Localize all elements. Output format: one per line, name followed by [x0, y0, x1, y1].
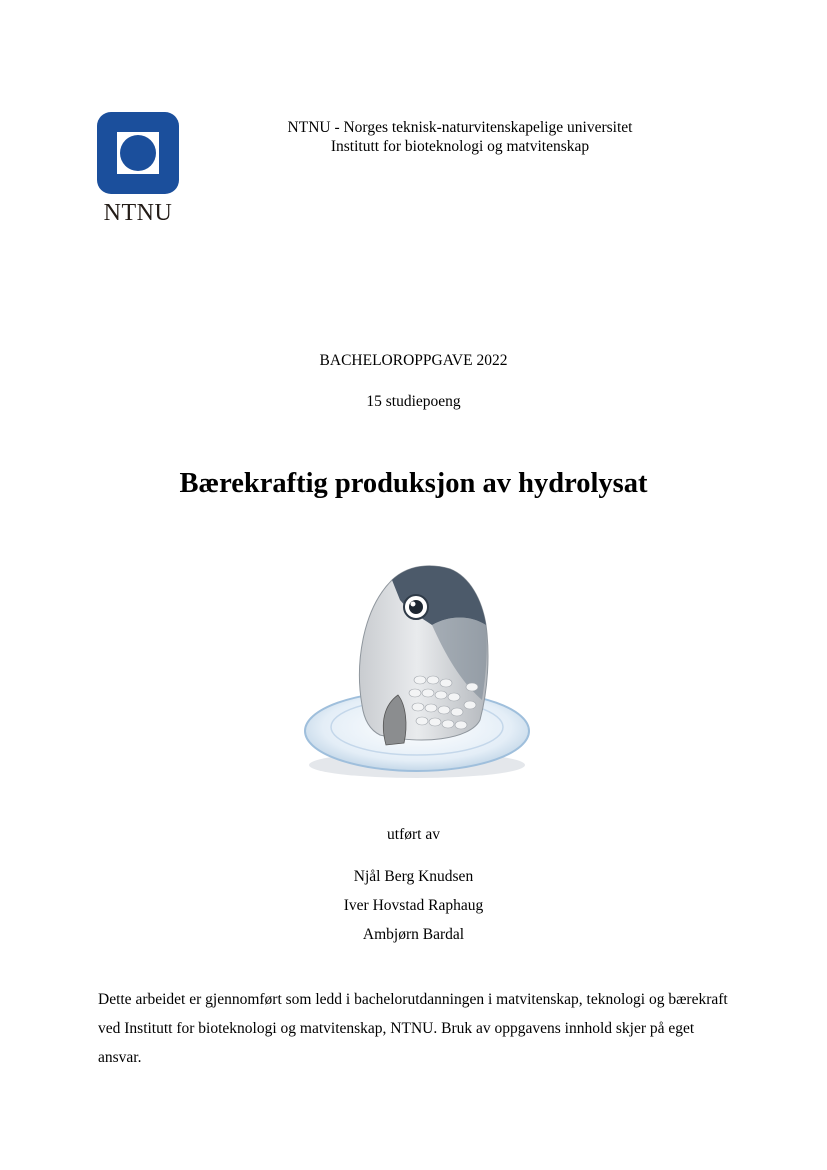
department-name: Institutt for bioteknologi og matvitenskap [330, 138, 590, 155]
ntnu-logo [97, 112, 180, 227]
author-name: Ambjørn Bardal [362, 926, 465, 943]
thesis-type: BACHELOROPPGAVE 2022 [319, 352, 508, 369]
author-name: Njål Berg Knudsen [353, 868, 474, 885]
ntnu-logo-icon [97, 112, 179, 194]
institution-header [240, 118, 680, 156]
university-name: NTNU - Norges teknisk-naturvitenskapelige universitet [287, 119, 633, 136]
fish-head-on-plate-icon [300, 555, 535, 785]
author-name: Iver Hovstad Raphaug [343, 897, 484, 914]
author-label: utført av [387, 826, 440, 843]
author-list [0, 862, 827, 949]
disclaimer-text: Dette arbeidet er gjennomført som ledd i bachelorutdanningen i matvitenskap, teknologi og bærekraft ved Institutt for bioteknologi og matvitenskap, NTNU. Bruk av oppgavens innhold skjer på eget ansvar. [98, 991, 728, 1066]
logo-text: NTNU [103, 200, 173, 226]
page-title: Bærekraftig produksjon av hydrolysat [179, 468, 648, 499]
credits: 15 studiepoeng [366, 393, 461, 410]
